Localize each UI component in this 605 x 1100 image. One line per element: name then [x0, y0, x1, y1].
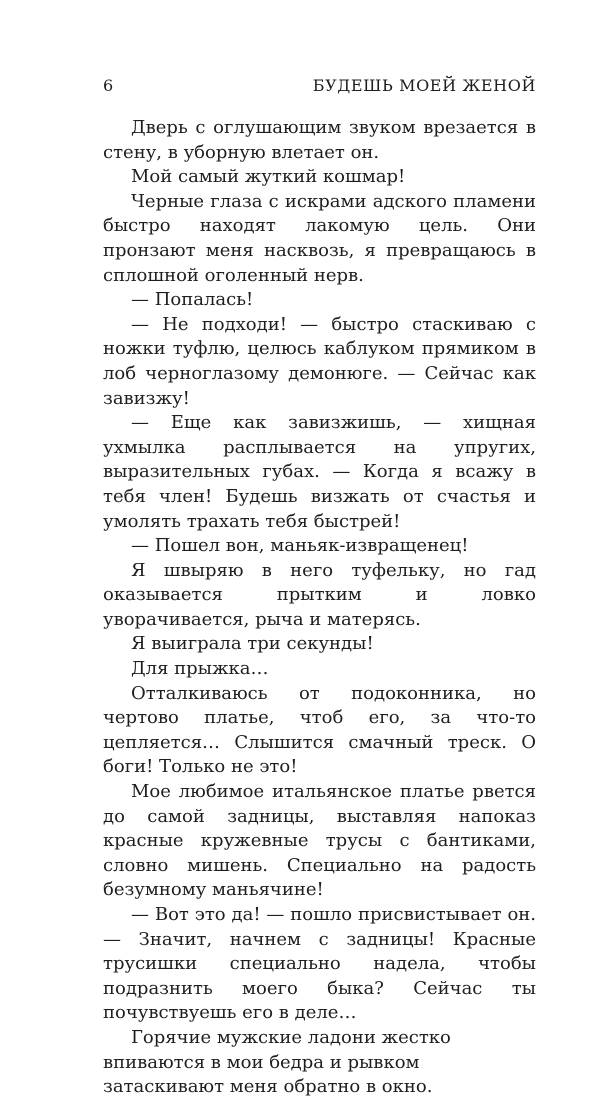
paragraph: Горячие мужские ладони жестко впиваются в мои бедра и рывком затаскивают меня обратно в окно.	[103, 1026, 451, 1098]
paragraph: — Еще как завизжишь, — хищная ухмылка расплывается на упругих, выразительных губах. — Когда я всажу в тебя член! Будешь визжать от счастья и умолять трахать тебя быстрей!	[103, 412, 536, 532]
running-title: БУДЕШЬ МОЕЙ ЖЕНОЙ	[312, 76, 536, 95]
paragraph: Мое любимое итальянское платье рвется до самой задницы, выставляя напоказ красные кружевные трусы с бантиками, словно мишень. Специально на радость безумному маньячине!	[103, 781, 536, 901]
paragraph: — Пошел вон, маньяк-извращенец!	[131, 535, 469, 557]
paragraph: Мой самый жуткий кошмар!	[131, 166, 406, 188]
body-text	[103, 116, 536, 1100]
page-number: 6	[103, 76, 114, 95]
paragraph: — Попалась!	[131, 289, 254, 311]
paragraph: Дверь с оглушающим звуком врезается в стену, в уборную влетает он.	[103, 117, 536, 163]
paragraph: Черные глаза с искрами адского пламени быстро находят лакомую цель. Они пронзают меня насквозь, я превращаюсь в сплошной оголенный нерв.	[103, 190, 536, 286]
paragraph: — Вот это да! — пошло присвистывает он. — Значит, начнем с задницы! Красные трусишки специально надела, чтобы подразнить моего быка? Сейчас ты почувствуешь его в деле…	[103, 904, 536, 1024]
paragraph: Я швыряю в него туфельку, но гад оказывается прытким и ловко уворачивается, рыча и матерясь.	[103, 559, 536, 630]
paragraph: Отталкиваюсь от подоконника, но чертово платье, чтоб его, за что-то цепляется… Слышится смачный треск. О боги! Только не это!	[103, 682, 536, 778]
paragraph: Для прыжка…	[131, 658, 269, 680]
paragraph: Я выиграла три секунды!	[131, 633, 374, 655]
page-header	[103, 76, 536, 100]
paragraph: — Не подходи! — быстро стаскиваю с ножки туфлю, целюсь каблуком прямиком в лоб черноглазому демонюге. — Сейчас как завизжу!	[103, 313, 536, 409]
